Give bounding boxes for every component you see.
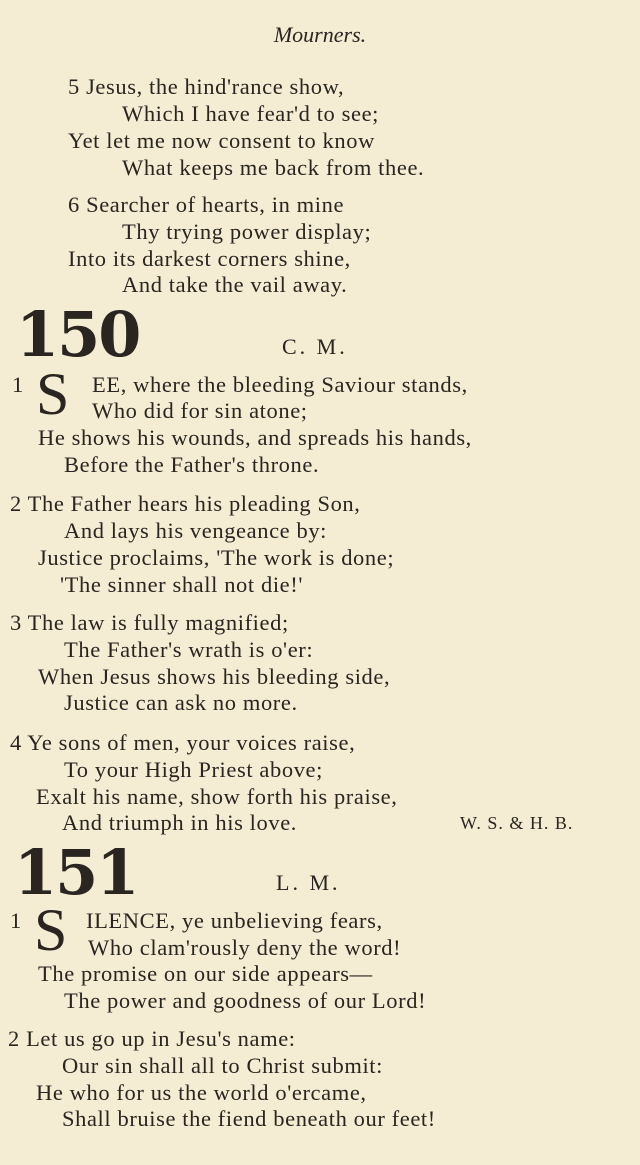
verse-line: And take the vail away.: [122, 272, 348, 297]
hymn-meter: C. M.: [282, 334, 348, 359]
verse-line: What keeps me back from thee.: [122, 155, 425, 180]
verse-line: Yet let me now consent to know: [68, 128, 375, 153]
verse-number: 1: [12, 372, 24, 397]
page-header: Mourners.: [273, 22, 367, 47]
verse-line: Our sin shall all to Christ submit:: [62, 1053, 384, 1078]
verse-number: 1: [10, 908, 22, 933]
verse-line: The promise on our side appears—: [38, 961, 373, 986]
drop-cap: S: [34, 897, 68, 963]
verse-line: Exalt his name, show forth his praise,: [36, 784, 398, 809]
verse-line: EE, where the bleeding Saviour stands,: [92, 372, 468, 397]
verse-line: Thy trying power display;: [122, 219, 372, 244]
drop-cap: S: [36, 361, 70, 427]
verse-line: 4 Ye sons of men, your voices raise,: [10, 730, 356, 755]
verse-line: Justice proclaims, 'The work is done;: [38, 545, 395, 570]
verse-line: Who clam'rously deny the word!: [88, 935, 402, 960]
verse-line: 6 Searcher of hearts, in mine: [68, 192, 345, 217]
verse-line: ILENCE, ye unbelieving fears,: [86, 908, 383, 933]
verse-line: 'The sinner shall not die!': [60, 572, 304, 597]
verse-line: The Father's wrath is o'er:: [64, 637, 314, 662]
verse-line: 2 Let us go up in Jesu's name:: [8, 1026, 296, 1051]
verse-line: When Jesus shows his bleeding side,: [38, 664, 391, 689]
hymn-number: 151: [14, 836, 138, 909]
hymn-attribution: W. S. & H. B.: [460, 813, 574, 833]
verse-line: The power and goodness of our Lord!: [64, 988, 427, 1013]
verse-line: Into its darkest corners shine,: [68, 246, 351, 271]
verse-line: 5 Jesus, the hind'rance show,: [68, 74, 345, 99]
verse-line: Before the Father's throne.: [64, 452, 320, 477]
verse-line: He shows his wounds, and spreads his hands,: [38, 425, 472, 450]
verse-line: To your High Priest above;: [64, 757, 323, 782]
hymn-meter: L. M.: [276, 870, 341, 895]
verse-line: Justice can ask no more.: [64, 690, 298, 715]
verse-line: Shall bruise the fiend beneath our feet!: [62, 1106, 436, 1131]
verse-line: 2 The Father hears his pleading Son,: [10, 491, 361, 516]
verse-line: Who did for sin atone;: [92, 398, 308, 423]
verse-line: He who for us the world o'ercame,: [36, 1080, 367, 1105]
hymn-number: 150: [16, 298, 140, 371]
verse-line: And lays his vengeance by:: [64, 518, 328, 543]
verse-line: 3 The law is fully magnified;: [10, 610, 289, 635]
verse-line: And triumph in his love.: [62, 810, 298, 835]
verse-line: Which I have fear'd to see;: [122, 101, 380, 126]
